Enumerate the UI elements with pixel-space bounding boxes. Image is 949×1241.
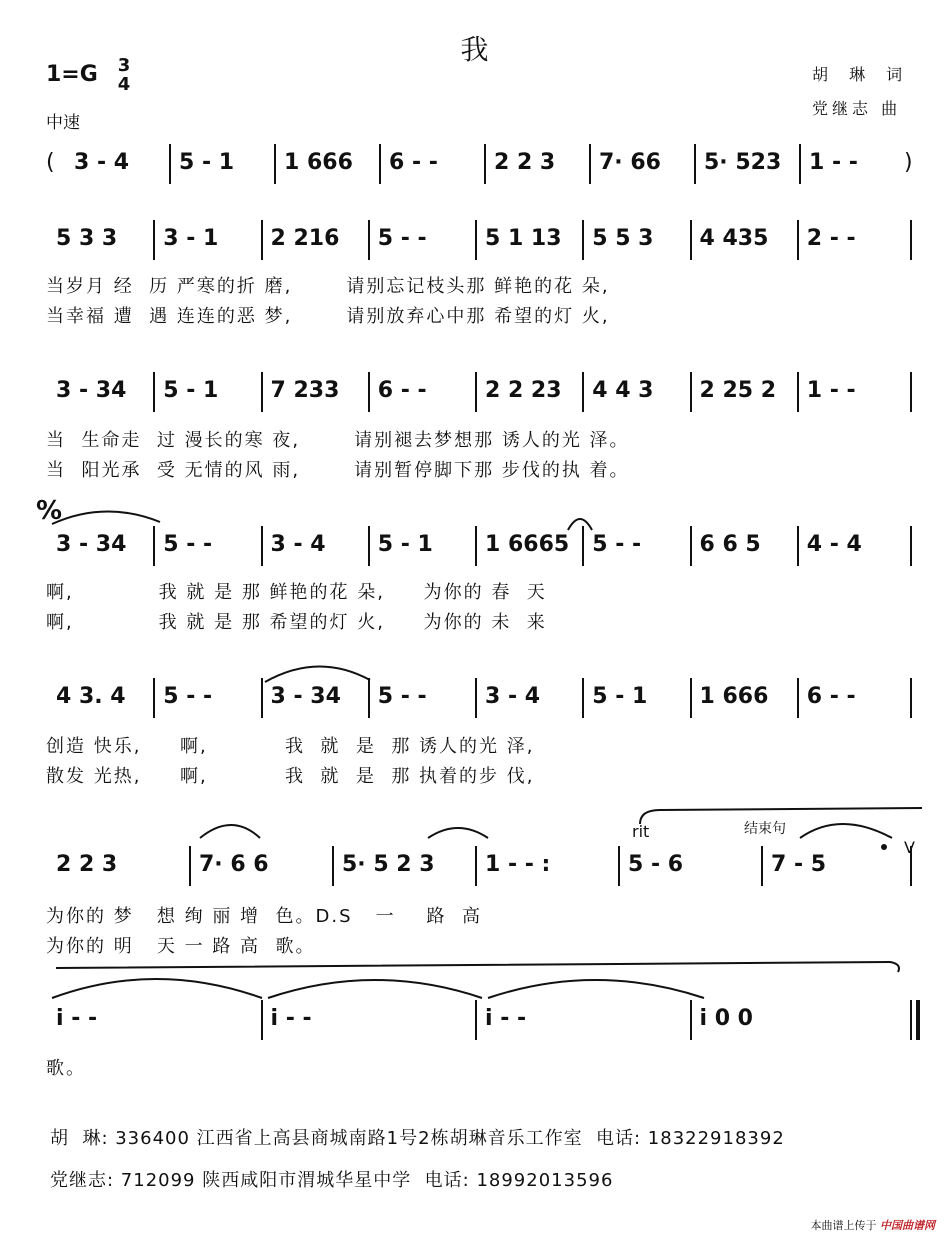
segno-sign: % xyxy=(36,496,63,526)
time-sig-bottom: 4 xyxy=(117,74,131,95)
measure: 3 - 34 xyxy=(56,532,127,557)
measure: i - - xyxy=(56,1006,98,1031)
measure: 2 2 3 xyxy=(494,150,556,175)
measure: 7 - 5 xyxy=(771,852,827,877)
measure: 5 - 1 xyxy=(163,378,219,403)
close-paren: ) xyxy=(904,150,913,175)
breath-mark: V xyxy=(904,838,915,857)
ending-phrase-label: 结束句 xyxy=(744,821,786,837)
measure: 5 - - xyxy=(592,532,642,557)
measure: 2 2 23 xyxy=(485,378,562,403)
measure: 5 3 3 xyxy=(56,226,118,251)
measure: 5 - 1 xyxy=(179,150,235,175)
measure: 1 666 xyxy=(699,684,769,709)
measure: 5 - - xyxy=(377,684,427,709)
measure: 5 - 1 xyxy=(377,532,433,557)
measure: 3 - 4 xyxy=(270,532,326,557)
measure: 5· 523 xyxy=(704,150,782,175)
measure: 5 - 6 xyxy=(628,852,684,877)
rit-marking: rit xyxy=(632,822,650,841)
measure: 3 - 4 xyxy=(74,150,130,175)
watermark-site: 中国曲谱网 xyxy=(880,1219,935,1232)
measure: 4 4 3 xyxy=(592,378,654,403)
lyric-line: 创造 快乐, 啊, 我 就 是 那 诱人的光 泽, xyxy=(46,736,535,757)
watermark xyxy=(811,1217,936,1233)
lyric-line: 啊, 我 就 是 那 希望的灯 火, 为你的 未 来 xyxy=(46,612,547,633)
measure: 1 - - : xyxy=(485,852,551,877)
measure: i 0 0 xyxy=(699,1006,753,1031)
measure: 5 5 3 xyxy=(592,226,654,251)
measure: 3 - 34 xyxy=(270,684,341,709)
measure: 2 25 2 xyxy=(699,378,777,403)
measure: 6 - - xyxy=(389,150,438,175)
contact-line: 胡 琳: 336400 江西省上高县商城南路1号2栋胡琳音乐工作室 电话: 18322918392 xyxy=(50,1128,785,1149)
measure: i - - xyxy=(270,1006,312,1031)
measure: 1 - - xyxy=(809,150,858,175)
measure: 4 435 xyxy=(699,226,769,251)
lyric-line: 为你的 梦 想 绚 丽 增 色。D.S 一 路 高 xyxy=(46,906,482,927)
measure: 6 - - xyxy=(806,684,856,709)
watermark-text: 本曲谱上传于 xyxy=(810,1219,877,1232)
measure: 2 216 xyxy=(270,226,340,251)
measure: 3 - 1 xyxy=(163,226,219,251)
measure: 5 - - xyxy=(377,226,427,251)
measure: 4 - 4 xyxy=(806,532,862,557)
measure: 1 666 xyxy=(284,150,353,175)
measure: 7· 6 6 xyxy=(199,852,269,877)
measure: 5 1 13 xyxy=(485,226,562,251)
lyric-line: 当 阳光承 受 无情的风 雨, 请别暂停脚下那 步伐的执 着。 xyxy=(46,460,630,481)
measure: 1 - - xyxy=(806,378,856,403)
measure: 2 2 3 xyxy=(56,852,118,877)
lyric-line: 当岁月 经 历 严寒的折 磨, 请别忘记枝头那 鲜艳的花 朵, xyxy=(46,276,610,297)
measure: 4 3. 4 xyxy=(56,684,126,709)
lyric-line: 为你的 明 天 一 路 高 歌。 xyxy=(46,936,316,957)
measure: 5· 5 2 3 xyxy=(342,852,435,877)
contact-line: 党继志: 712099 陕西咸阳市渭城华星中学 电话: 18992013596 xyxy=(50,1170,614,1191)
measure: 6 6 5 xyxy=(699,532,761,557)
measure: 3 - 4 xyxy=(485,684,541,709)
key-signature: 1=G xyxy=(46,62,98,87)
measure: 7· 66 xyxy=(599,150,661,175)
lyric-line: 歌。 xyxy=(46,1058,86,1079)
lyric-line: 当 生命走 过 漫长的寒 夜, 请别褪去梦想那 诱人的光 泽。 xyxy=(46,430,630,451)
tempo-marking: 中速 xyxy=(46,113,80,133)
composer-credit: 党继志 曲 xyxy=(812,99,902,118)
measure: 2 - - xyxy=(806,226,856,251)
measure: 5 - 1 xyxy=(592,684,648,709)
lyric-line: 散发 光热, 啊, 我 就 是 那 执着的步 伐, xyxy=(46,766,535,787)
measure: 6 - - xyxy=(377,378,427,403)
measure: 7 233 xyxy=(270,378,340,403)
measure: 5 - - xyxy=(163,532,213,557)
measure: i - - xyxy=(485,1006,527,1031)
open-paren: ( xyxy=(46,150,55,175)
measure: 5 - - xyxy=(163,684,213,709)
time-sig-top: 3 xyxy=(117,55,131,76)
measure: 3 - 34 xyxy=(56,378,127,403)
measure: 1 6665 xyxy=(485,532,570,557)
song-title: 我 xyxy=(460,33,489,66)
lyric-line: 当幸福 遭 遇 连连的恶 梦, 请别放弃心中那 希望的灯 火, xyxy=(46,306,610,327)
lyricist-credit: 胡 琳 词 xyxy=(812,65,911,84)
lyric-line: 啊, 我 就 是 那 鲜艳的花 朵, 为你的 春 天 xyxy=(46,582,547,603)
